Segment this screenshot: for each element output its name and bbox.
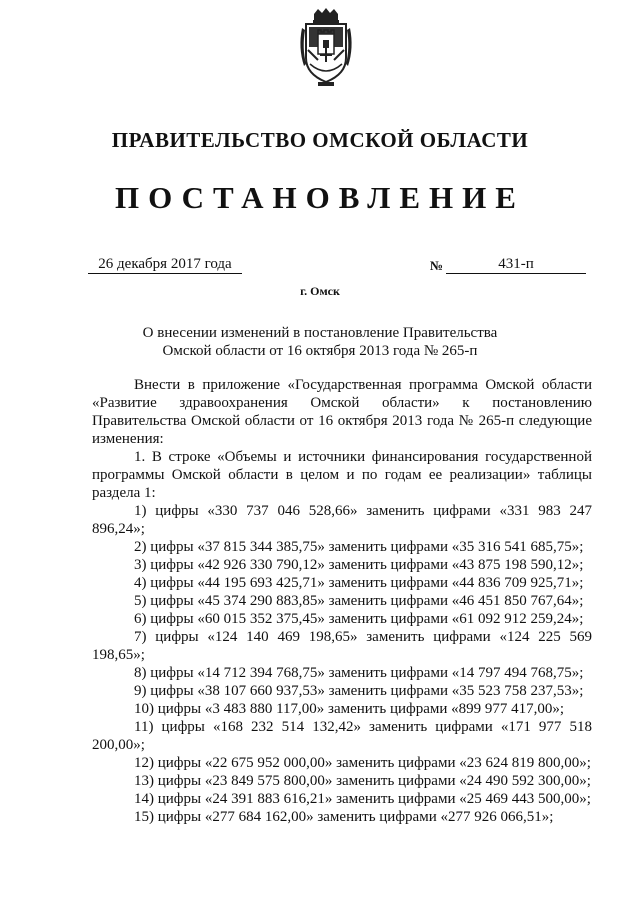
- list-item: 9) цифры «38 107 660 937,53» заменить цифрами «35 523 758 237,53»;: [134, 683, 584, 699]
- intro-paragraph: Внести в приложение «Государственная программа Омской области «Развитие здравоохранения Омской области» к постановлению Правительства Омской области от 16 октября 2013 года № 265-п следующие изменения:: [92, 377, 592, 447]
- list-item: 7) цифры «124 140 469 198,65» заменить цифрами «124 225 569 198,65»;: [92, 629, 592, 663]
- list-item: 15) цифры «277 684 162,00» заменить цифрами «277 926 066,51»;: [134, 809, 554, 825]
- coat-of-arms-emblem: [296, 8, 356, 88]
- document-number: 431-п: [446, 256, 586, 274]
- list-item: 10) цифры «3 483 880 117,00» заменить цифрами «899 977 417,00»;: [134, 701, 565, 717]
- point-1-paragraph: 1. В строке «Объемы и источники финансирования государственной программы Омской области в целом и по годам ее реализации» таблицы раздела 1:: [92, 449, 592, 501]
- document-date: 26 декабря 2017 года: [88, 256, 242, 274]
- document-subject: [0, 324, 640, 360]
- list-item: 5) цифры «45 374 290 883,85» заменить цифрами «46 451 850 767,64»;: [134, 593, 584, 609]
- list-item: 6) цифры «60 015 352 375,45» заменить цифрами «61 092 912 259,24»;: [134, 611, 584, 627]
- document-type-title: ПОСТАНОВЛЕНИЕ: [115, 180, 525, 215]
- document-body: [92, 376, 592, 826]
- list-item: 3) цифры «42 926 330 790,12» заменить цифрами «43 875 198 590,12»;: [134, 557, 584, 573]
- government-name: ПРАВИТЕЛЬСТВО ОМСКОЙ ОБЛАСТИ: [111, 128, 529, 152]
- list-item: 12) цифры «22 675 952 000,00» заменить цифрами «23 624 819 800,00»;: [134, 755, 591, 771]
- list-item: 8) цифры «14 712 394 768,75» заменить цифрами «14 797 494 768,75»;: [134, 665, 584, 681]
- number-label: №: [430, 258, 444, 273]
- list-item: 11) цифры «168 232 514 132,42» заменить цифрами «171 977 518 200,00»;: [92, 719, 592, 753]
- list-item: 13) цифры «23 849 575 800,00» заменить цифрами «24 490 592 300,00»;: [134, 773, 591, 789]
- list-item: 14) цифры «24 391 883 616,21» заменить цифрами «25 469 443 500,00»;: [134, 791, 591, 807]
- subject-line-1: О внесении изменений в постановление Правительства: [142, 325, 498, 341]
- list-item: 1) цифры «330 737 046 528,66» заменить цифрами «331 983 247 896,24»;: [92, 503, 592, 537]
- list-item: 2) цифры «37 815 344 385,75» заменить цифрами «35 316 541 685,75»;: [134, 539, 584, 555]
- list-item: 4) цифры «44 195 693 425,71» заменить цифрами «44 836 709 925,71»;: [134, 575, 584, 591]
- subject-line-2: Омской области от 16 октября 2013 года № 265-п: [162, 343, 478, 359]
- city-name: г. Омск: [300, 284, 340, 298]
